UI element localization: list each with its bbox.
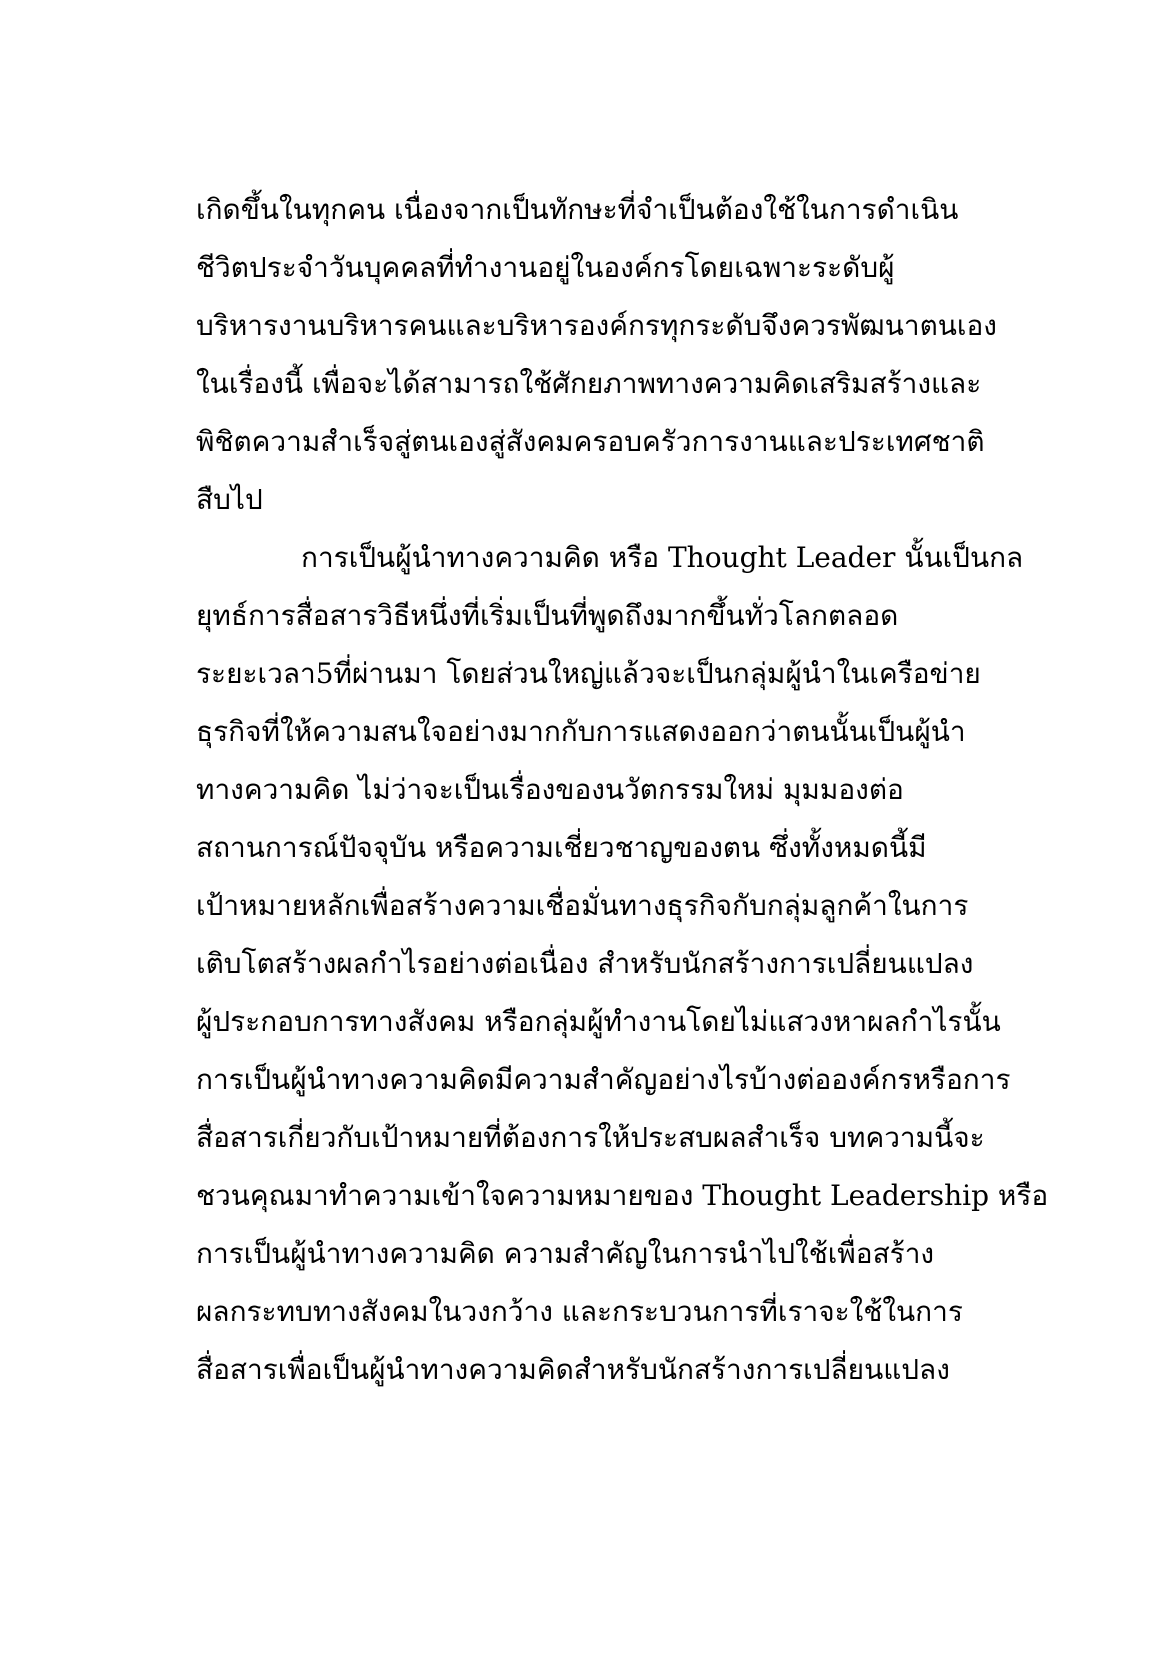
- paragraph-1-line-3: บริหารงานบริหารคนและบริหารองค์กรทุกระดับจึงควรพัฒนาตนเอง: [196, 309, 997, 342]
- paragraph-2-line-3: ระยะเวลา5ที่ผ่านมา โดยส่วนใหญ่แล้วจะเป็นกลุ่มผู้นำในเครือข่าย: [196, 657, 981, 690]
- paragraph-2-line-6: สถานการณ์ปัจจุบัน หรือความเชี่ยวชาญของตน ซึ่งทั้งหมดนี้มี: [196, 831, 927, 864]
- paragraph-2-line-8: เติบโตสร้างผลกำไรอย่างต่อเนื่อง สำหรับนักสร้างการเปลี่ยนแปลง: [196, 947, 974, 980]
- paragraph-2-line-10: การเป็นผู้นำทางความคิดมีความสำคัญอย่างไรบ้างต่อองค์กรหรือการ: [196, 1063, 1011, 1096]
- paragraph-1-line-6: สืบไป: [196, 483, 263, 516]
- paragraph-1-line-2: ชีวิตประจำวันบุคคลที่ทำงานอยู่ในองค์กรโดยเฉพาะระดับผู้: [196, 251, 895, 284]
- paragraph-2-line-12: ชวนคุณมาทำความเข้าใจความหมายของ Thought Leadership หรือ: [196, 1179, 1049, 1212]
- paragraph-2-line-14: ผลกระทบทางสังคมในวงกว้าง และกระบวนการที่เราจะใช้ในการ: [196, 1295, 963, 1328]
- paragraph-1-line-1: เกิดขึ้นในทุกคน เนื่องจากเป็นทักษะที่จำเป็นต้องใช้ในการดำเนิน: [196, 193, 959, 226]
- paragraph-1-line-5: พิชิตความสำเร็จสู่ตนเองสู่สังคมครอบครัวการงานและประเทศชาติ: [196, 425, 985, 458]
- paragraph-2-line-1: การเป็นผู้นำทางความคิด หรือ Thought Leader นั้นเป็นกล: [301, 541, 1024, 574]
- paragraph-2-line-13: การเป็นผู้นำทางความคิด ความสำคัญในการนำไปใช้เพื่อสร้าง: [196, 1237, 935, 1270]
- paragraph-2-line-15: สื่อสารเพื่อเป็นผู้นำทางความคิดสำหรับนักสร้างการเปลี่ยนแปลง: [196, 1353, 950, 1386]
- paragraph-2-line-7: เป้าหมายหลักเพื่อสร้างความเชื่อมั่นทางธุรกิจกับกลุ่มลูกค้าในการ: [196, 889, 969, 922]
- paragraph-2-line-9: ผู้ประกอบการทางสังคม หรือกลุ่มผู้ทำงานโดยไม่แสวงหาผลกำไรนั้น: [196, 1005, 1001, 1038]
- paragraph-2-line-5: ทางความคิด ไม่ว่าจะเป็นเรื่องของนวัตกรรมใหม่ มุมมองต่อ: [196, 773, 904, 806]
- paragraph-2-line-2: ยุทธ์การสื่อสารวิธีหนึ่งที่เริ่มเป็นที่พูดถึงมากขึ้นทั่วโลกตลอด: [196, 599, 899, 632]
- paragraph-1-line-4: ในเรื่องนี้ เพื่อจะได้สามารถใช้ศักยภาพทางความคิดเสริมสร้างและ: [196, 367, 982, 400]
- paragraph-2-line-4: ธุรกิจที่ให้ความสนใจอย่างมากกับการแสดงออกว่าตนนั้นเป็นผู้นำ: [196, 715, 966, 748]
- paragraph-2-line-11: สื่อสารเกี่ยวกับเป้าหมายที่ต้องการให้ประสบผลสำเร็จ บทความนี้จะ: [196, 1121, 985, 1154]
